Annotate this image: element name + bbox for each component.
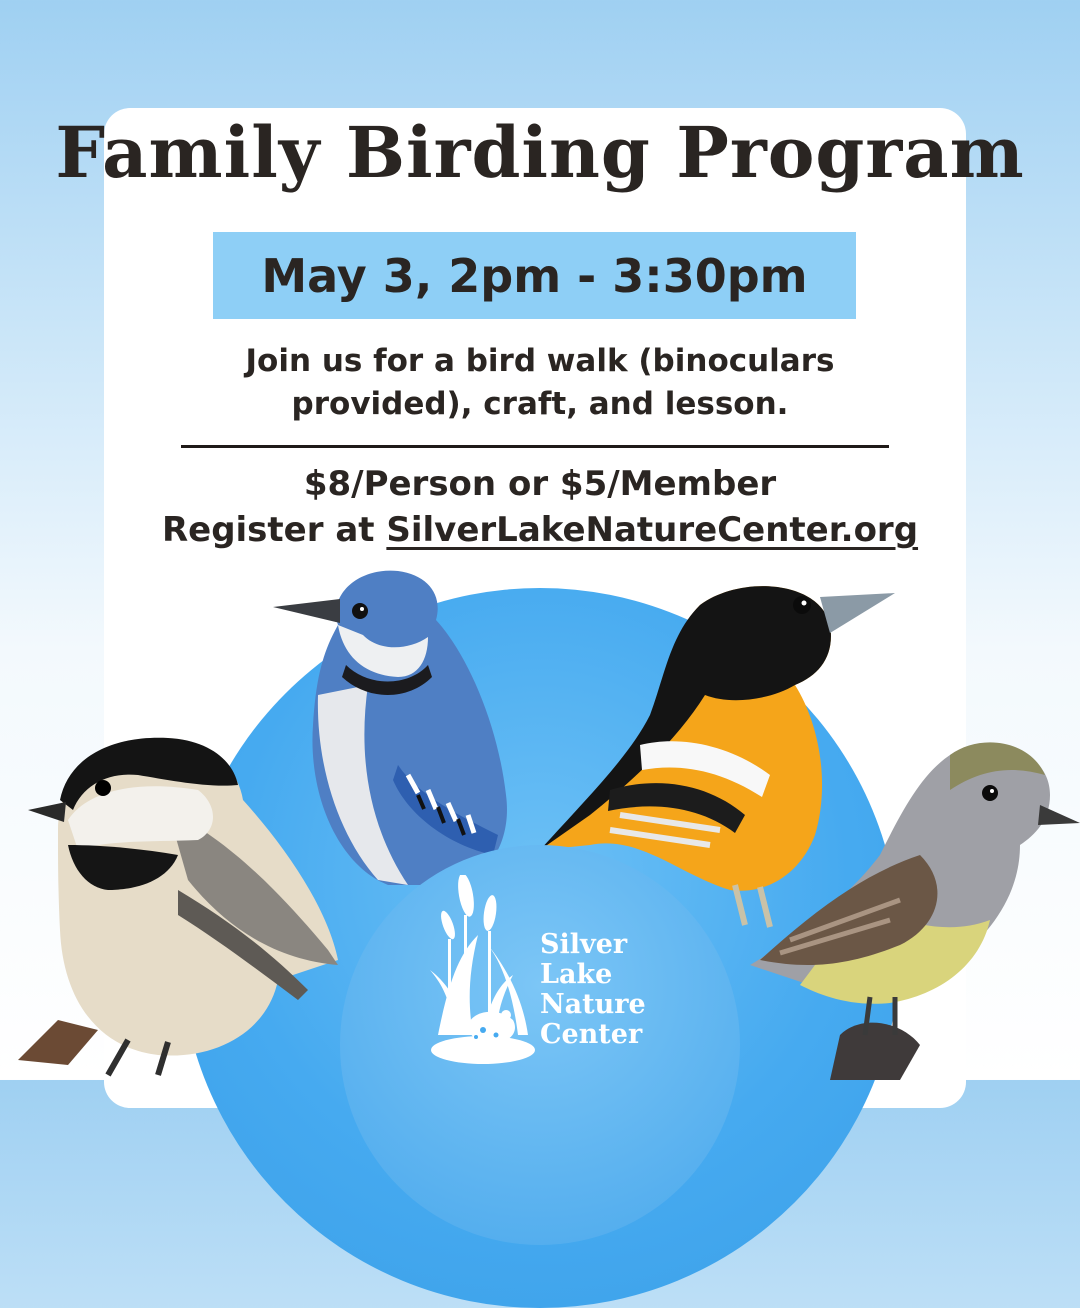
logo-wordmark <box>540 930 646 1050</box>
logo-line-lake: Lake <box>540 959 613 990</box>
register-line <box>0 508 1080 553</box>
chickadee-illustration <box>28 730 358 1080</box>
logo-line-silver: Silver <box>540 929 628 960</box>
logo-line-nature: Nature <box>540 989 646 1020</box>
date-banner <box>213 232 856 319</box>
poster-title: Family Birding Program <box>55 111 1025 194</box>
flycatcher-illustration <box>750 735 1080 1080</box>
event-description: Join us for a bird walk (binoculars provided), craft, and lesson. <box>245 343 835 422</box>
date-time-text: May 3, 2pm - 3:30pm <box>261 248 808 303</box>
divider <box>181 445 889 448</box>
register-prefix: Register at <box>161 510 387 550</box>
logo-line-center: Center <box>540 1019 643 1050</box>
pricing-text: $8/Person or $5/Member <box>303 464 777 504</box>
register-link[interactable]: SilverLakeNatureCenter.org <box>386 510 919 550</box>
